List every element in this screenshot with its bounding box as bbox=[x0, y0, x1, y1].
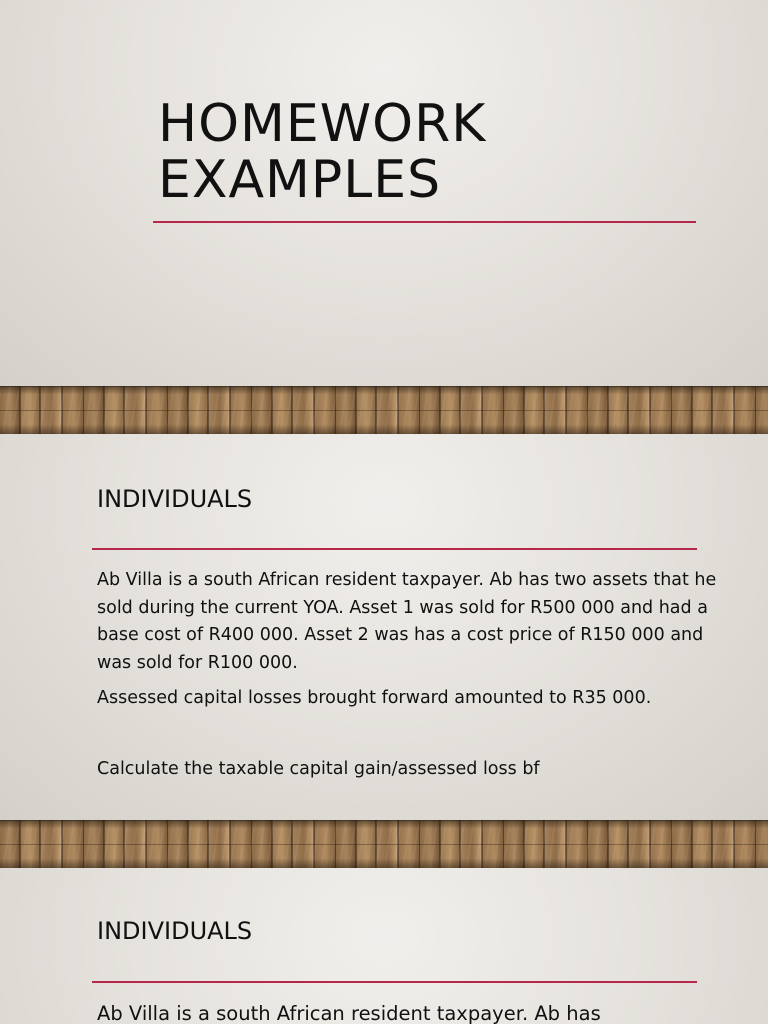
problem-paragraph: Ab Villa is a south African resident taxpayer. Ab has two assets that he sold during the current YOA. Asset 1 was sold for R500 000 and had a base cost of R400 000. Asset 2 was has a cost price of R150 000 and was sold for R100 000. bbox=[97, 570, 717, 673]
slide-heading: INDIVIDUALS bbox=[97, 917, 253, 945]
instruction-paragraph: Calculate the taxable capital gain/assessed loss bf bbox=[97, 759, 540, 779]
title-line-1: HOMEWORK bbox=[158, 94, 487, 154]
wood-floor-divider bbox=[0, 820, 768, 868]
losses-paragraph: Assessed capital losses brought forward amounted to R35 000. bbox=[97, 688, 652, 708]
heading-underline bbox=[92, 981, 697, 983]
slide-1 bbox=[0, 0, 768, 386]
slide-2 bbox=[0, 434, 768, 820]
slide-heading: INDIVIDUALS bbox=[97, 485, 253, 513]
wood-floor-divider bbox=[0, 386, 768, 434]
heading-underline bbox=[92, 548, 697, 550]
problem-paragraph: Ab Villa is a south African resident taxpayer. Ab has bbox=[97, 1002, 601, 1024]
title-underline bbox=[153, 221, 696, 223]
slide-title bbox=[158, 96, 486, 208]
title-line-2: EXAMPLES bbox=[158, 150, 442, 210]
slide-3 bbox=[0, 868, 768, 1024]
